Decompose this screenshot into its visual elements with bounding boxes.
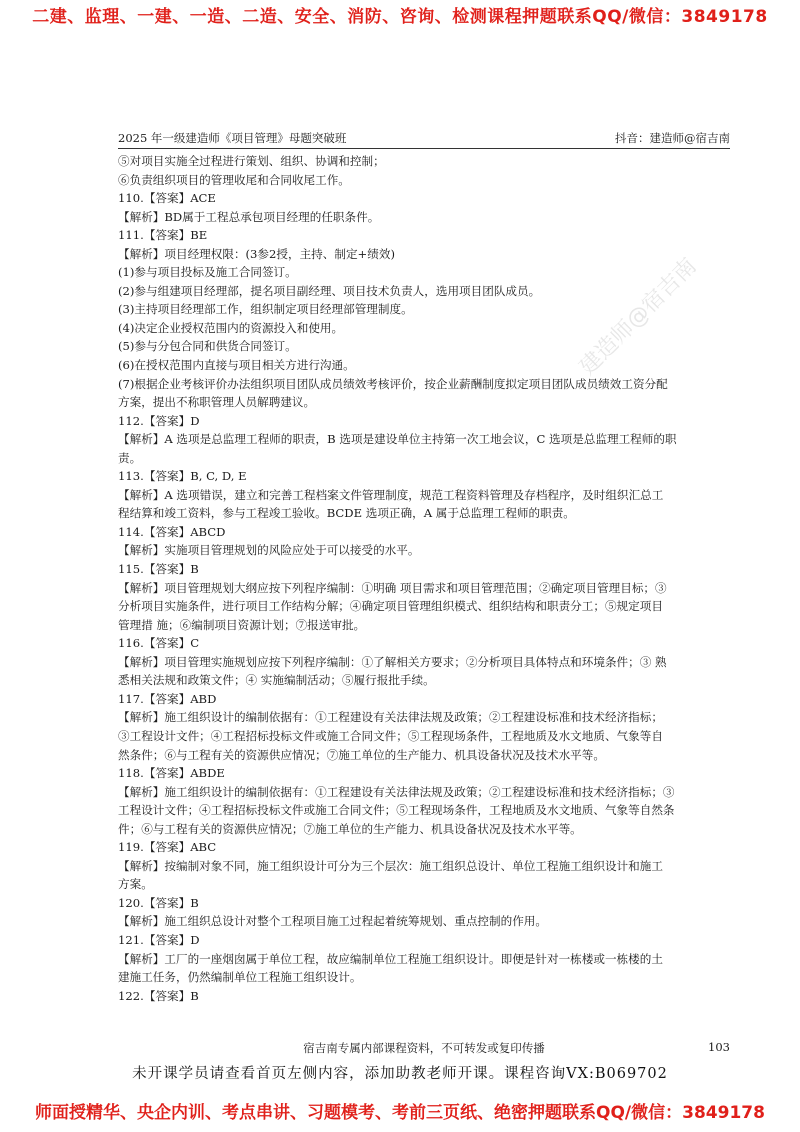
text-line: 建施工任务，仍然编制单位工程施工组织设计。 [118,970,362,985]
answer-content [118,152,730,1005]
answer-line: 121.【答案】D [118,932,200,947]
answer-line: 122.【答案】B [118,988,199,1003]
page-number: 103 [708,1040,730,1054]
text-line: 责。 [118,450,142,465]
text-line: (7)根据企业考核评价办法组织项目团队成员绩效考核评价，按企业薪酬制度拟定项目团队成员绩效工资分配 [118,376,668,391]
text-line: 【解析】工厂的一座烟囱属于单位工程，故应编制单位工程施工组织设计。即便是针对一栋楼或一栋楼的土 [118,951,663,966]
text-line: 工程设计文件；④工程招标投标文件或施工合同文件；⑤工程现场条件，工程地质及水文地质、气象等自然条 [118,803,675,818]
bottom-contact-banner: 师面授精华、央企内训、考点串讲、习题模考、考前三页纸、绝密押题联系QQ/微信：3849178 [35,1103,765,1123]
text-line: 然条件；⑥与工程有关的资源供应情况；⑦施工单位的生产能力、机具设备状况及技术水平等。 [118,747,605,762]
text-line: 方案，提出不称职管理人员解聘建议。 [118,395,316,410]
text-line: (5)参与分包合同和供货合同签订。 [118,339,297,354]
text-line: 【解析】A 选项错误，建立和完善工程档案文件管理制度，规范工程资料管理及存档程序，及时组织汇总工 [118,487,664,502]
text-line: (4)决定企业授权范围内的资源投入和使用。 [118,320,344,335]
answer-line: 116.【答案】C [118,636,200,651]
text-line: 方案。 [118,877,153,892]
course-promo-line: 未开课学员请查看首页左侧内容，添加助教老师开课。课程咨询VX:B069702 [132,1066,668,1082]
answer-line: 117.【答案】ABD [118,691,217,706]
text-line: 件；⑥与工程有关的资源供应情况；⑦施工单位的生产能力、机具设备状况及技术水平等。 [118,821,582,836]
top-contact-banner: 二建、监理、一建、一造、二造、安全、消防、咨询、检测课程押题联系QQ/微信：3849178 [32,7,768,27]
answer-line: 111.【答案】BE [118,228,208,243]
answer-line: 114.【答案】ABCD [118,524,226,539]
text-line: 【解析】施工组织设计的编制依据有：①工程建设有关法律法规及政策；②工程建设标准和技术经济指标； [118,710,663,725]
text-line: 【解析】按编制对象不同，施工组织设计可分为三个层次：施工组织总设计、单位工程施工组织设计和施工 [118,858,663,873]
footer-copyright-note: 宿吉南专属内部课程资料，不可转发或复印传播 [303,1041,545,1055]
text-line: (1)参与项目投标及施工合同签订。 [118,265,297,280]
text-line: 【解析】项目管理实施规划应按下列程序编制：①了解相关方要求；②分析项目具体特点和环境条件；③ 熟 [118,654,667,669]
text-line: 【解析】实施项目管理规划的风险应处于可以接受的水平。 [118,543,420,558]
text-line: 【解析】施工组织总设计对整个工程项目施工过程起着统筹规划、重点控制的作用。 [118,914,547,929]
header-course-title: 2025 年一级建造师《项目管理》母题突破班 [118,131,347,145]
answer-line: 115.【答案】B [118,562,199,577]
page-header [118,130,730,149]
text-line: (3)主持项目经理部工作，组织制定项目经理部管理制度。 [118,302,413,317]
text-line: 【解析】A 选项是总监理工程师的职责，B 选项是建设单位主持第一次工地会议，C 选项是总监理工程师的职 [118,432,677,447]
text-line: 【解析】项目经理权限：(3参2授，主持、制定+绩效) [118,246,395,261]
answer-line: 110.【答案】ACE [118,191,216,206]
answer-line: 120.【答案】B [118,895,199,910]
text-line: 悉相关法规和政策文件；④ 实施编制活动；⑤履行报批手续。 [118,673,435,688]
text-line: 【解析】施工组织设计的编制依据有：①工程建设有关法律法规及政策；②工程建设标准和技术经济指标；③ [118,784,675,799]
watermark: 建造师@宿吉南 [575,253,702,381]
text-line: ③工程设计文件；④工程招标投标文件或施工合同文件；⑤工程现场条件，工程地质及水文地质、气象等自 [118,728,663,743]
text-line: ⑤对项目实施全过程进行策划、组织、协调和控制； [118,154,385,168]
text-line: 程结算和竣工资料，参与工程竣工验收。BCDE 选项正确，A 属于总监理工程师的职责。 [118,506,575,521]
text-line: 【解析】BD属于工程总承包项目经理的任职条件。 [118,209,380,224]
text-line: (6)在授权范围内直接与项目相关方进行沟通。 [118,358,355,373]
text-line: ⑥负责组织项目的管理收尾和合同收尾工作。 [118,172,350,187]
page-footer [118,1040,730,1058]
text-line: 【解析】项目管理规划大纲应按下列程序编制：①明确 项目需求和项目管理范围；②确定项目管理目标；③ [118,580,667,595]
answer-line: 119.【答案】ABC [118,840,217,855]
header-author: 抖音：建造师@宿吉南 [615,131,730,145]
answer-line: 113.【答案】B, C, D, E [118,469,247,484]
answer-line: 112.【答案】D [118,413,200,428]
answer-line: 118.【答案】ABDE [118,766,225,781]
text-line: 管理措 施；⑥编制项目资源计划；⑦报送审批。 [118,617,366,632]
text-line: 分析项目实施条件，进行项目工作结构分解；④确定项目管理组织模式、组织结构和职责分工；⑤规定项目 [118,599,663,614]
text-line: (2)参与组建项目经理部，提名项目副经理、项目技术负责人，选用项目团队成员。 [118,283,541,298]
